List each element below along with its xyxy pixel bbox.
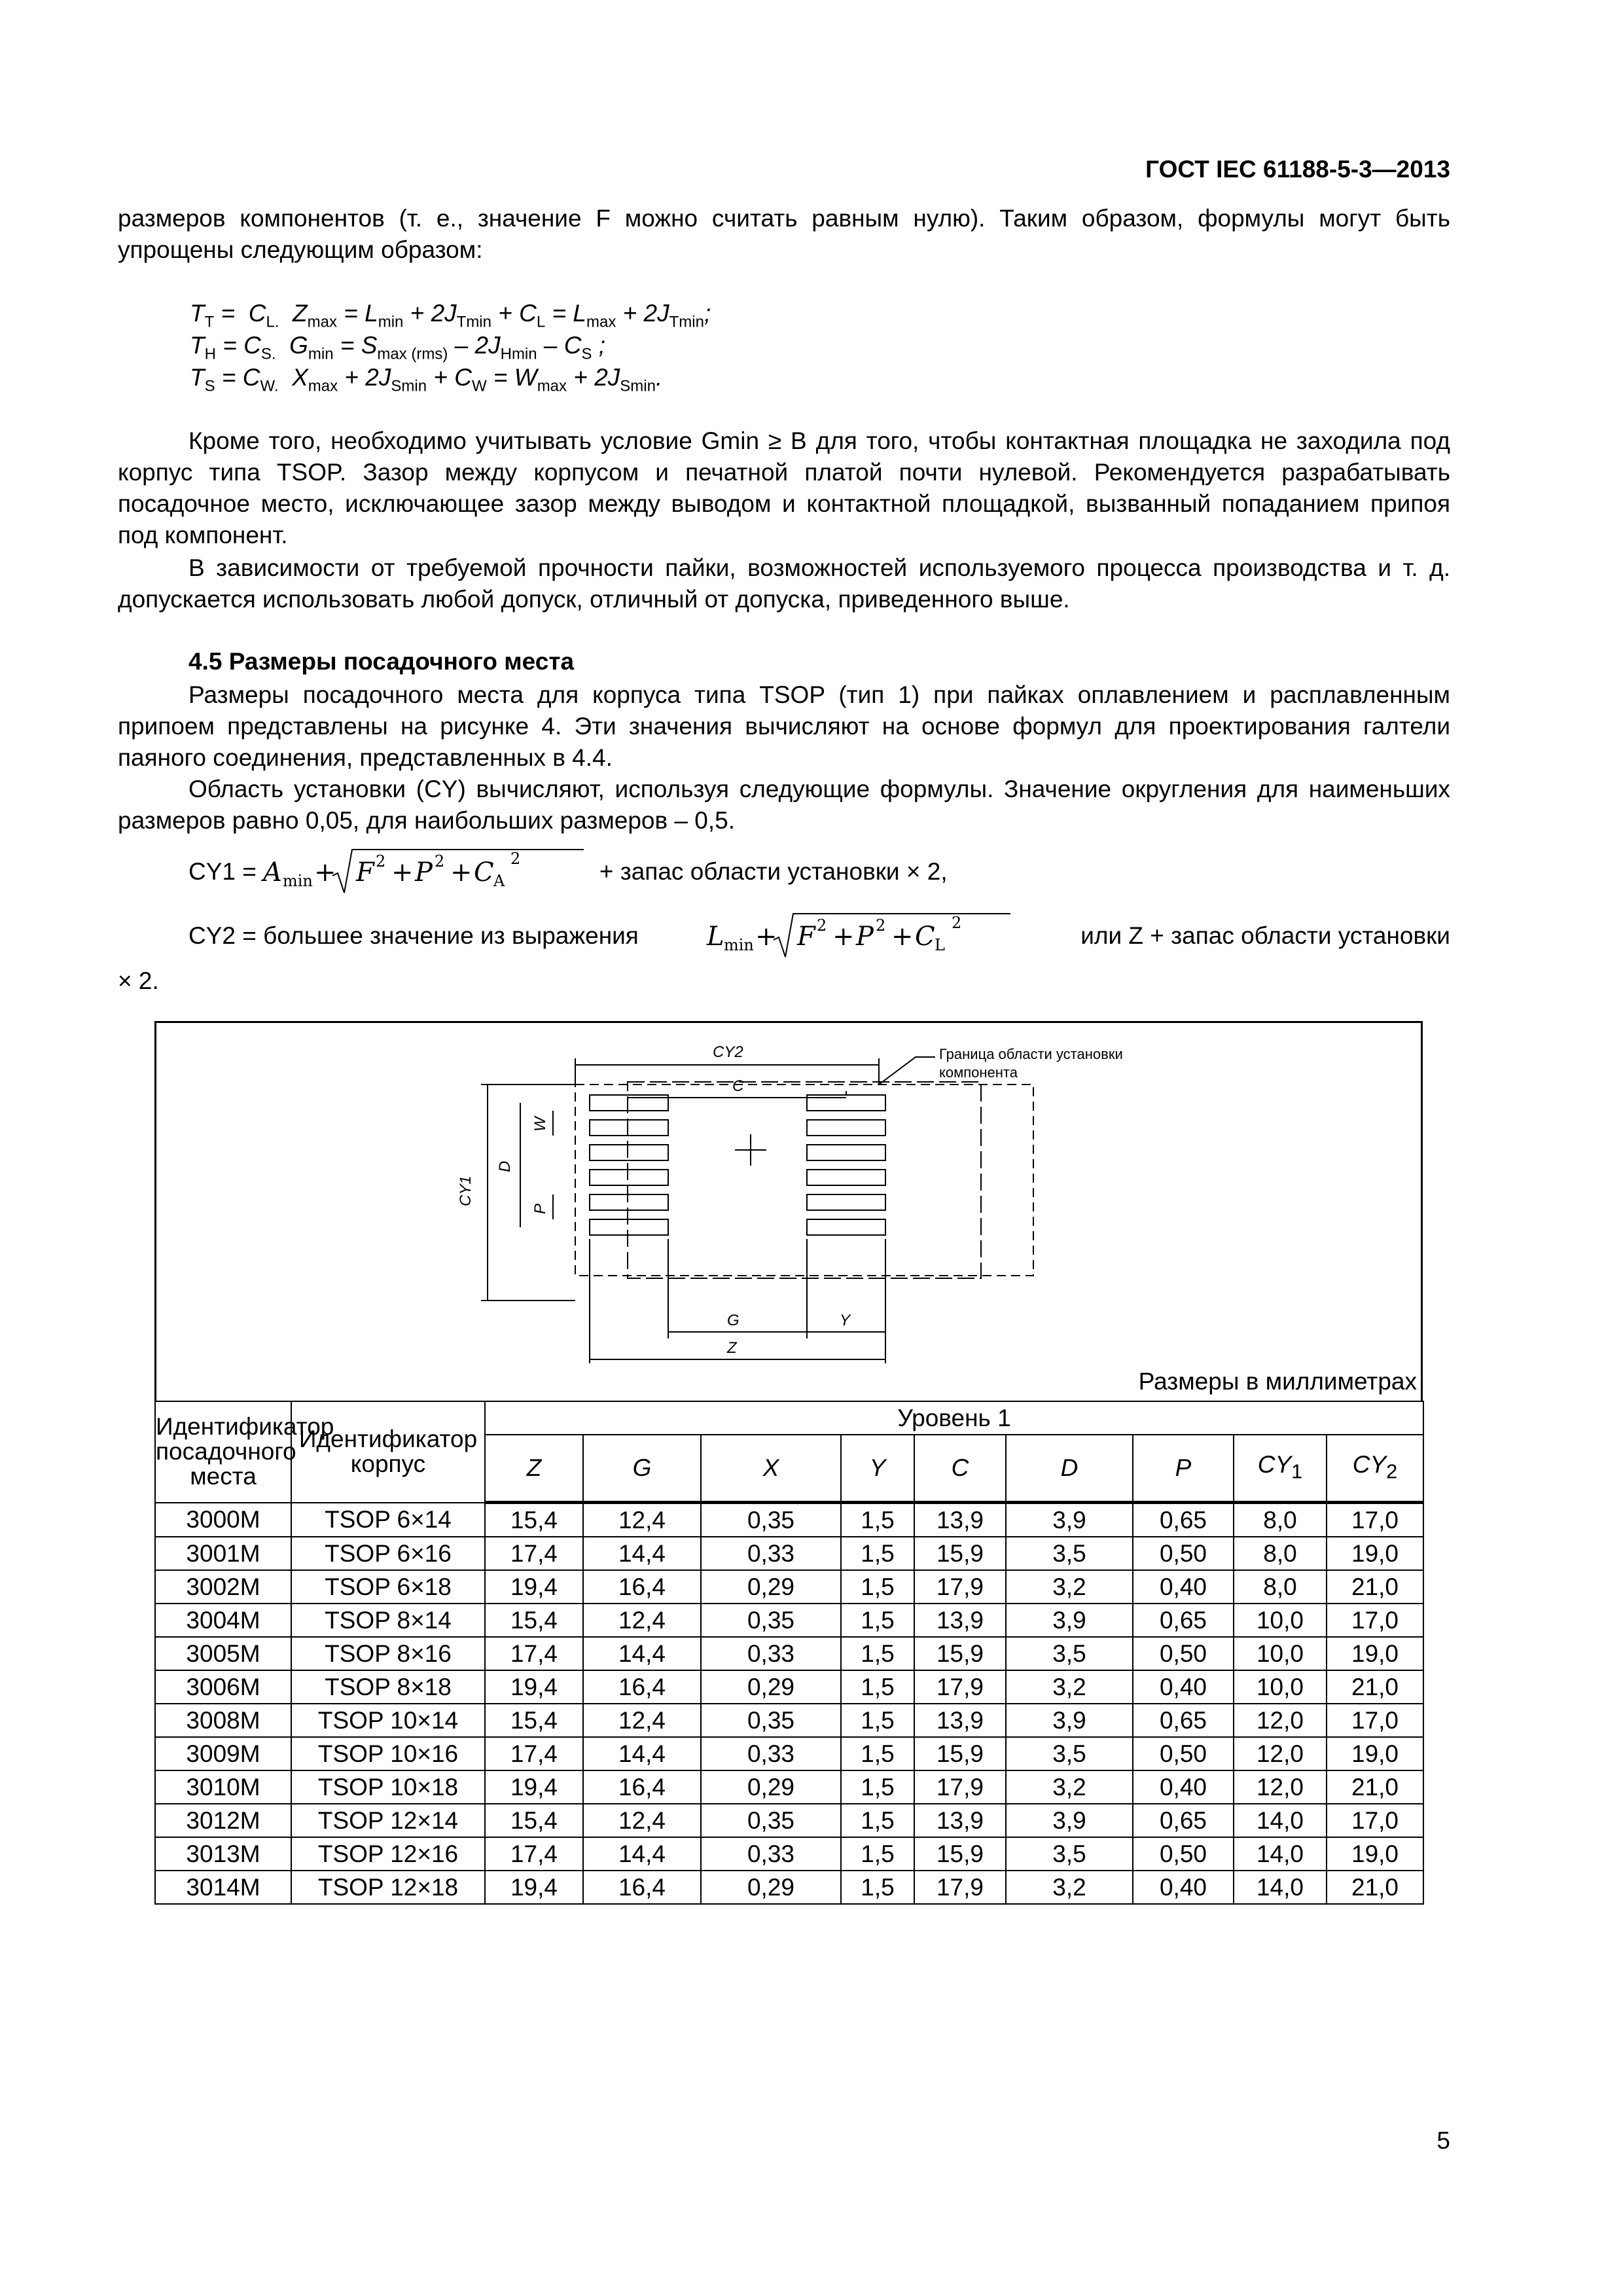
formula-tt: $T_T = C_{L.}$ $Z_{max} = L_{min} + 2J_{Tmin} + C_L = L_{max} + 2J_{Tmin}$; — [190, 300, 711, 331]
cell-value: 0,29 — [701, 1670, 841, 1704]
cell-value: 1,5 — [841, 1537, 914, 1570]
cell-value: 3,9 — [1006, 1604, 1133, 1637]
cell-value: 1,5 — [841, 1804, 914, 1837]
units-note: Размеры в миллиметрах — [1138, 1368, 1417, 1395]
col-header-d: D — [1006, 1435, 1133, 1503]
cell-value: 15,4 — [485, 1804, 583, 1837]
svg-text:+: + — [891, 922, 914, 952]
svg-text:F: F — [355, 857, 374, 888]
cell-value: 15,9 — [914, 1637, 1006, 1670]
cell-value: 0,65 — [1133, 1604, 1234, 1637]
svg-text:+: + — [755, 922, 777, 952]
cell-value: 3,2 — [1006, 1670, 1133, 1704]
fig-label-y: Y — [840, 1312, 851, 1329]
cell-value: 15,9 — [914, 1837, 1006, 1871]
svg-text:+: + — [832, 922, 855, 952]
intro-paragraph: размеров компонентов (т. е., значение F можно считать равным нулю). Таким образом, формулы могут быть упрощены следующим образом: — [118, 205, 1450, 263]
svg-text:min: min — [282, 872, 313, 890]
cell-value: 15,9 — [914, 1537, 1006, 1570]
paragraph-courtyard: Область установки (CY) вычисляют, используя следующие формулы. Значение округления для наименьших размеров равно 0,05, для наибольших размеров – 0,5. — [118, 776, 1450, 834]
cell-value: 21,0 — [1327, 1770, 1423, 1804]
table-row — [155, 1704, 1423, 1737]
col-header-p: P — [1133, 1435, 1234, 1503]
table-row — [155, 1804, 1423, 1837]
fig-label-cy2: CY2 — [713, 1043, 743, 1061]
fig-label-g: G — [727, 1312, 740, 1329]
cell-land-id: 3008M — [155, 1704, 291, 1737]
cell-value: 19,4 — [485, 1670, 583, 1704]
cell-value: 0,40 — [1133, 1871, 1234, 1904]
paragraph-footprint-dimensions: Размеры посадочного места для корпуса типа TSOP (тип 1) при пайках оплавлением и расплавленным припоем представлены на рисунке 4. Эти значения вычисляют на основе формул для проектирования галтели паяного соединения, представленных в 4.4. — [118, 681, 1450, 771]
cell-value: 14,0 — [1234, 1837, 1327, 1871]
fig-label-cy1: CY1 — [457, 1175, 474, 1206]
cell-value: 0,29 — [701, 1570, 841, 1604]
cell-land-id: 3005M — [155, 1637, 291, 1670]
cell-value: 10,0 — [1234, 1670, 1327, 1704]
cell-value: 1,5 — [841, 1503, 914, 1537]
table-row — [155, 1604, 1423, 1637]
cell-value: 17,9 — [914, 1871, 1006, 1904]
cell-value: 12,4 — [583, 1704, 701, 1737]
cell-package: TSOP 12×14 — [291, 1804, 485, 1837]
svg-text:+: + — [391, 857, 414, 888]
cell-value: 0,29 — [701, 1770, 841, 1804]
cell-land-id: 3001M — [155, 1537, 291, 1570]
cell-value: 0,33 — [701, 1637, 841, 1670]
svg-text:2: 2 — [951, 914, 961, 932]
table-row — [155, 1637, 1423, 1670]
cell-value: 13,9 — [914, 1604, 1006, 1637]
cell-value: 17,4 — [485, 1737, 583, 1770]
table-row — [155, 1537, 1423, 1570]
cell-value: 10,0 — [1234, 1604, 1327, 1637]
svg-text:C: C — [473, 857, 494, 888]
paragraph-gmin-condition: Кроме того, необходимо учитывать условие Gmin ≥ B для того, чтобы контактная площадка не заходила под корпус типа TSOP. Зазор между корпусом и печатной платой почти нулевой. Рекомендуется разрабатывать посадочное место, исключающее зазор между выводом и контактной площадкой, вызванный попаданием припоя под компонент. — [118, 427, 1450, 548]
fig-label-w: W — [531, 1117, 549, 1132]
eq2-lhs: CY2 = большее значение из выражения — [188, 922, 639, 949]
document-header: ГОСТ IEC 61188-5-3—2013 — [1145, 156, 1450, 183]
svg-text:P: P — [855, 922, 874, 952]
cell-land-id: 3010M — [155, 1770, 291, 1804]
svg-text:A: A — [262, 857, 282, 888]
cell-value: 3,5 — [1006, 1537, 1133, 1570]
cell-value: 14,0 — [1234, 1804, 1327, 1837]
cell-value: 1,5 — [841, 1837, 914, 1871]
equation-cy1 — [188, 844, 948, 899]
cell-value: 0,40 — [1133, 1770, 1234, 1804]
cell-value: 19,0 — [1327, 1537, 1423, 1570]
cell-value: 17,4 — [485, 1637, 583, 1670]
eq2-sqrt-expression — [703, 908, 1017, 963]
cell-package: TSOP 10×14 — [291, 1704, 485, 1737]
cell-value: 14,0 — [1234, 1871, 1327, 1904]
col-header-land-id: Идентификатор посадочного места — [155, 1401, 291, 1503]
cell-value: 8,0 — [1234, 1570, 1327, 1604]
cell-value: 0,35 — [701, 1604, 841, 1637]
cell-value: 1,5 — [841, 1570, 914, 1604]
eq1-lhs: CY1 = — [188, 858, 257, 885]
cell-value: 17,0 — [1327, 1804, 1423, 1837]
cell-value: 1,5 — [841, 1704, 914, 1737]
level-header: Уровень 1 — [485, 1401, 1423, 1435]
cell-value: 1,5 — [841, 1770, 914, 1804]
cell-value: 3,5 — [1006, 1837, 1133, 1871]
cell-value: 1,5 — [841, 1670, 914, 1704]
cell-land-id: 3012M — [155, 1804, 291, 1837]
cell-value: 14,4 — [583, 1737, 701, 1770]
table-row — [155, 1837, 1423, 1871]
left-pads — [590, 1095, 668, 1235]
cell-package: TSOP 6×14 — [291, 1503, 485, 1537]
cell-value: 15,4 — [485, 1604, 583, 1637]
cell-value: 3,5 — [1006, 1637, 1133, 1670]
svg-text:+: + — [450, 857, 473, 888]
courtyard-boundary — [575, 1085, 1033, 1276]
cell-value: 13,9 — [914, 1503, 1006, 1537]
cell-land-id: 3006M — [155, 1670, 291, 1704]
col-header-cy2: $CY_2$ — [1327, 1435, 1423, 1503]
cell-value: 17,4 — [485, 1537, 583, 1570]
cell-value: 21,0 — [1327, 1871, 1423, 1904]
cell-value: 19,0 — [1327, 1837, 1423, 1871]
cell-value: 0,65 — [1133, 1704, 1234, 1737]
cell-value: 0,33 — [701, 1737, 841, 1770]
col-header-x: X — [701, 1435, 841, 1503]
cell-value: 14,4 — [583, 1637, 701, 1670]
svg-text:A: A — [493, 872, 505, 890]
figure-frame — [154, 1021, 1423, 1401]
right-pads — [807, 1095, 885, 1235]
cell-package: TSOP 12×16 — [291, 1837, 485, 1871]
cell-value: 0,65 — [1133, 1503, 1234, 1537]
svg-text:F: F — [796, 922, 815, 952]
svg-text:L: L — [706, 922, 724, 952]
cell-value: 3,2 — [1006, 1871, 1133, 1904]
component-outline — [628, 1082, 981, 1278]
cell-value: 0,33 — [701, 1537, 841, 1570]
cell-land-id: 3000M — [155, 1503, 291, 1537]
cell-value: 0,33 — [701, 1837, 841, 1871]
callout-leader — [879, 1057, 935, 1085]
cell-value: 0,65 — [1133, 1804, 1234, 1837]
cell-value: 3,9 — [1006, 1804, 1133, 1837]
fig-label-c: C — [732, 1077, 744, 1095]
cell-value: 12,0 — [1234, 1770, 1327, 1804]
svg-text:min: min — [723, 936, 754, 954]
cell-value: 19,0 — [1327, 1637, 1423, 1670]
cell-value: 19,0 — [1327, 1737, 1423, 1770]
cell-value: 21,0 — [1327, 1570, 1423, 1604]
cell-value: 1,5 — [841, 1737, 914, 1770]
eq1-tail: + запас области установки × 2, — [599, 858, 948, 885]
cell-value: 0,50 — [1133, 1537, 1234, 1570]
cell-value: 17,0 — [1327, 1503, 1423, 1537]
cell-value: 12,4 — [583, 1503, 701, 1537]
cell-value: 8,0 — [1234, 1503, 1327, 1537]
cell-value: 0,35 — [701, 1804, 841, 1837]
cell-value: 14,4 — [583, 1837, 701, 1871]
eq2-continuation: × 2. — [118, 967, 159, 994]
cell-land-id: 3014M — [155, 1871, 291, 1904]
cell-value: 12,4 — [583, 1804, 701, 1837]
section-title: 4.5 Размеры посадочного места — [188, 648, 575, 675]
cell-value: 0,40 — [1133, 1670, 1234, 1704]
cell-value: 12,0 — [1234, 1704, 1327, 1737]
formula-th: $T_H = C_{S.}$ $G_{min} = S_{max (rms)} - 2J_{Hmin} - C_S$ ; — [190, 332, 606, 363]
footprint-diagram — [156, 1023, 1421, 1363]
cell-value: 0,50 — [1133, 1637, 1234, 1670]
cell-value: 17,0 — [1327, 1604, 1423, 1637]
col-header-z: Z — [485, 1435, 583, 1503]
cell-value: 15,4 — [485, 1503, 583, 1537]
svg-text:2: 2 — [434, 852, 445, 870]
cell-value: 1,5 — [841, 1637, 914, 1670]
fig-label-d: D — [496, 1160, 514, 1172]
cell-package: TSOP 12×18 — [291, 1871, 485, 1904]
cell-package: TSOP 6×18 — [291, 1570, 485, 1604]
cell-value: 3,2 — [1006, 1770, 1133, 1804]
table-row — [155, 1770, 1423, 1804]
cell-value: 0,29 — [701, 1871, 841, 1904]
col-header-c: C — [914, 1435, 1006, 1503]
cell-value: 16,4 — [583, 1570, 701, 1604]
cell-value: 19,4 — [485, 1770, 583, 1804]
table-row — [155, 1871, 1423, 1904]
table-row — [155, 1670, 1423, 1704]
formula-ts: $T_S = C_{W.}$ $X_{max} + 2J_{Smin} + C_W = W_{max} + 2J_{Smin}$. — [190, 364, 663, 395]
col-header-cy1: $CY_1$ — [1234, 1435, 1327, 1503]
cell-value: 17,0 — [1327, 1704, 1423, 1737]
paragraph-tolerance: В зависимости от требуемой прочности пайки, возможностей используемого процесса производства и т. д. допускается использовать любой допуск, отличный от допуска, приведенного выше. — [118, 554, 1450, 613]
eq2-tail: или Z + запас области установки — [1080, 922, 1450, 949]
cell-value: 3,9 — [1006, 1704, 1133, 1737]
table-row — [155, 1737, 1423, 1770]
cell-package: TSOP 6×16 — [291, 1537, 485, 1570]
cell-value: 0,50 — [1133, 1837, 1234, 1871]
cell-value: 3,9 — [1006, 1503, 1133, 1537]
cell-value: 1,5 — [841, 1871, 914, 1904]
cell-package: TSOP 8×18 — [291, 1670, 485, 1704]
cell-value: 3,5 — [1006, 1737, 1133, 1770]
eq1-sqrt-expression — [257, 844, 590, 899]
cell-value: 12,0 — [1234, 1737, 1327, 1770]
cell-value: 15,9 — [914, 1737, 1006, 1770]
svg-text:2: 2 — [375, 852, 386, 870]
svg-text:2: 2 — [875, 916, 885, 935]
cell-package: TSOP 10×16 — [291, 1737, 485, 1770]
cell-value: 16,4 — [583, 1770, 701, 1804]
cell-package: TSOP 8×16 — [291, 1637, 485, 1670]
cell-value: 16,4 — [583, 1871, 701, 1904]
cell-land-id: 3013M — [155, 1837, 291, 1871]
cell-value: 10,0 — [1234, 1637, 1327, 1670]
cell-value: 17,9 — [914, 1570, 1006, 1604]
cell-value: 12,4 — [583, 1604, 701, 1637]
cell-value: 1,5 — [841, 1604, 914, 1637]
svg-text:L: L — [934, 936, 945, 954]
equation-cy2 — [188, 908, 1450, 963]
cell-value: 15,4 — [485, 1704, 583, 1737]
svg-text:+: + — [313, 857, 336, 888]
cell-land-id: 3002M — [155, 1570, 291, 1604]
table-row — [155, 1503, 1423, 1537]
fig-label-z: Z — [727, 1339, 737, 1357]
cell-value: 17,9 — [914, 1670, 1006, 1704]
cell-value: 16,4 — [583, 1670, 701, 1704]
col-header-package-id: Идентификатор корпус — [291, 1401, 485, 1503]
cell-value: 19,4 — [485, 1871, 583, 1904]
cell-value: 21,0 — [1327, 1670, 1423, 1704]
fig-label-p: P — [531, 1203, 549, 1214]
cell-value: 13,9 — [914, 1704, 1006, 1737]
cell-value: 13,9 — [914, 1804, 1006, 1837]
cell-value: 0,50 — [1133, 1737, 1234, 1770]
cell-value: 0,35 — [701, 1503, 841, 1537]
cell-package: TSOP 8×14 — [291, 1604, 485, 1637]
col-header-g: G — [583, 1435, 701, 1503]
svg-text:2: 2 — [510, 850, 521, 868]
cell-value: 3,2 — [1006, 1570, 1133, 1604]
fig-callout-text: Граница области установки компонента — [939, 1046, 1123, 1081]
footprint-table — [154, 1401, 1424, 1905]
cell-land-id: 3004M — [155, 1604, 291, 1637]
cell-package: TSOP 10×18 — [291, 1770, 485, 1804]
svg-text:P: P — [414, 857, 433, 888]
cell-value: 17,9 — [914, 1770, 1006, 1804]
cell-value: 19,4 — [485, 1570, 583, 1604]
table-row — [155, 1570, 1423, 1604]
cell-land-id: 3009M — [155, 1737, 291, 1770]
cell-value: 14,4 — [583, 1537, 701, 1570]
col-header-y: Y — [841, 1435, 914, 1503]
cell-value: 17,4 — [485, 1837, 583, 1871]
page-number: 5 — [1436, 2127, 1450, 2154]
cell-value: 8,0 — [1234, 1537, 1327, 1570]
svg-text:C: C — [914, 922, 935, 952]
cell-value: 0,40 — [1133, 1570, 1234, 1604]
cell-value: 0,35 — [701, 1704, 841, 1737]
svg-text:2: 2 — [816, 916, 827, 935]
